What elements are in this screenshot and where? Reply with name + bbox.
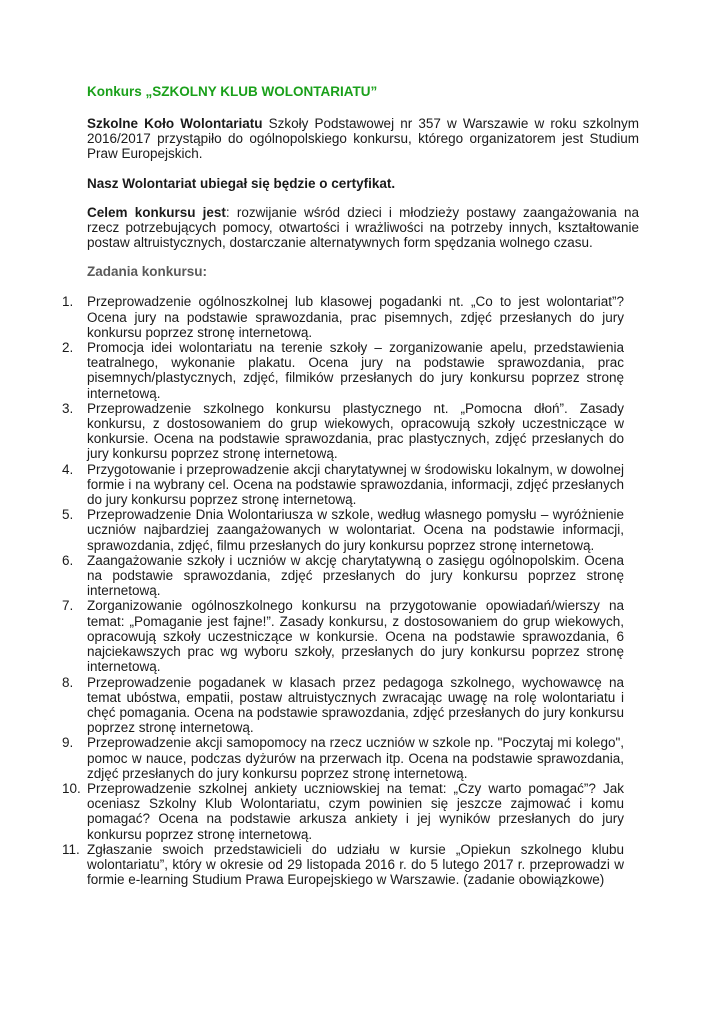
task-item [62,507,624,553]
task-number: 2. [62,340,74,356]
task-text: Zorganizowanie ogólnoszkolnego konkursu na przygotowanie opowiadań/wierszy na temat: „Pomaganie jest fajne!”. Zasady konkursu, z dostosowaniem do grup wiekowych, opracowują szkoły uczestniczące w konkursie. Ocena na podstawie sprawozdania, 6 najciekawszych prac wg wyboru szkoły, przesłanych do jury konkursu poprzez stronę internetową. [87,598,624,675]
task-item [62,735,624,781]
task-item [62,553,624,599]
goal-lead: Celem konkursu jest [87,204,226,220]
goal-text: : rozwijanie wśród dzieci i młodzieży postawy zaangażowania na rzecz potrzebujących pomocy, otwartości i wrażliwości na potrzeby innych, kształtowanie postaw altruistycznych, dostarczanie alternatywnych form spędzania wolnego czasu. [87,204,640,251]
task-item [62,842,624,888]
intro-paragraph [87,116,639,162]
task-number: 9. [62,735,74,751]
document-title: Konkurs „SZKOLNY KLUB WOLONTARIATU” [87,84,378,99]
task-text: Przeprowadzenie pogadanek w klasach przez pedagoga szkolnego, wychowawcę na temat ubóstwa, empatii, postaw altruistycznych zwracając uwagę na rolę wolontariatu i chęć pomagania. Ocena na podstawie sprawozdania, zdjęć przesłanych do jury konkursu poprzez stronę internetową. [87,674,624,736]
task-number: 8. [62,674,74,690]
task-text: Przeprowadzenie akcji samopomocy na rzecz uczniów w szkole np. "Poczytaj mi kolego", pomoc w nauce, podczas dyżurów na przerwach itp. Ocena na podstawie sprawozdania, zdjęć przesłanych do jury konkursu poprzez stronę internetową. [87,735,624,781]
tasks-heading: Zadania konkursu: [87,264,208,280]
task-number: 1. [62,294,74,310]
task-number: 4. [62,461,74,477]
task-item [62,598,624,674]
task-text: Zaangażowanie szkoły i uczniów w akcję charytatywną o zasięgu ogólnopolskim. Ocena na podstawie sprawozdania, zdjęć przesłanych do jury konkursu poprzez stronę internetową. [87,552,624,599]
task-text: Przeprowadzenie szkolnego konkursu plastycznego nt. „Pomocna dłoń”. Zasady konkursu, z dostosowaniem do grup wiekowych, opracowują szkoły uczestniczące w konkursie. Ocena na podstawie sprawozdania, prac plastycznych, zdjęć przesłanych do jury konkursu poprzez stronę internetową. [87,400,624,462]
task-text: Przeprowadzenie ogólnoszkolnej lub klasowej pogadanki nt. „Co to jest wolontariat”? Ocena jury na podstawie sprawozdania, prac pisemnych, zdjęć przesłanych do jury konkursu poprzez stronę internetową. [87,294,624,340]
task-item [62,294,624,340]
task-text: Przygotowanie i przeprowadzenie akcji charytatywnej w środowisku lokalnym, w dowolnej formie i na wybrany cel. Ocena na podstawie sprawozdania, informacji, zdjęć przesłanych do jury konkursu poprzez stronę internetową. [87,461,624,508]
task-item [62,401,624,462]
task-number: 5. [62,507,74,523]
certificate-statement: Nasz Wolontariat ubiegał się będzie o certyfikat. [87,175,396,191]
task-number: 11. [62,841,80,857]
task-item [62,340,624,401]
tasks-list [62,294,624,887]
task-number: 7. [62,598,74,614]
task-item [62,781,624,842]
intro-text: Szkoły Podstawowej nr 357 w Warszawie w roku szkolnym 2016/2017 przystąpiło do ogólnopolskiego konkursu, którego organizatorem jest Studium Praw Europejskich. [87,116,639,162]
task-number: 6. [62,552,74,568]
task-item [62,462,624,508]
task-number: 3. [62,400,74,416]
task-text: Przeprowadzenie Dnia Wolontariusza w szkole, według własnego pomysłu – wyróżnienie uczniów najbardziej zaangażowanych w wolontariat. Ocena na podstawie informacji, sprawozdania, zdjęć, filmu przesłanych do jury konkursu poprzez stronę internetową. [87,507,624,553]
task-number: 10. [62,780,81,796]
goal-paragraph [87,205,639,251]
intro-lead: Szkolne Koło Wolontariatu [87,116,263,131]
task-text: Zgłaszanie swoich przedstawicieli do udziału w kursie „Opiekun szkolnego klubu wolontariatu”, który w okresie od 29 listopada 2016 r. do 5 lutego 2017 r. przeprowadzi w formie e-learning Studium Prawa Europejskiego w Warszawie. (zadanie obowiązkowe) [87,841,624,888]
task-item [62,675,624,736]
task-text: Przeprowadzenie szkolnej ankiety uczniowskiej na temat: „Czy warto pomagać”? Jak oceniasz Szkolny Klub Wolontariatu, czym powinien się jeszcze zajmować i komu pomagać? Ocena na podstawie arkusza ankiety i jej wyników przesłanych do jury konkursu poprzez stronę internetową. [87,780,624,842]
task-text: Promocja idei wolontariatu na terenie szkoły – zorganizowanie apelu, przedstawienia teatralnego, wykonanie plakatu. Ocena jury na podstawie sprawozdania, prac pisemnych/plastycznych, zdjęć, filmików przesłanych do jury konkursu poprzez stronę internetową. [87,340,624,401]
